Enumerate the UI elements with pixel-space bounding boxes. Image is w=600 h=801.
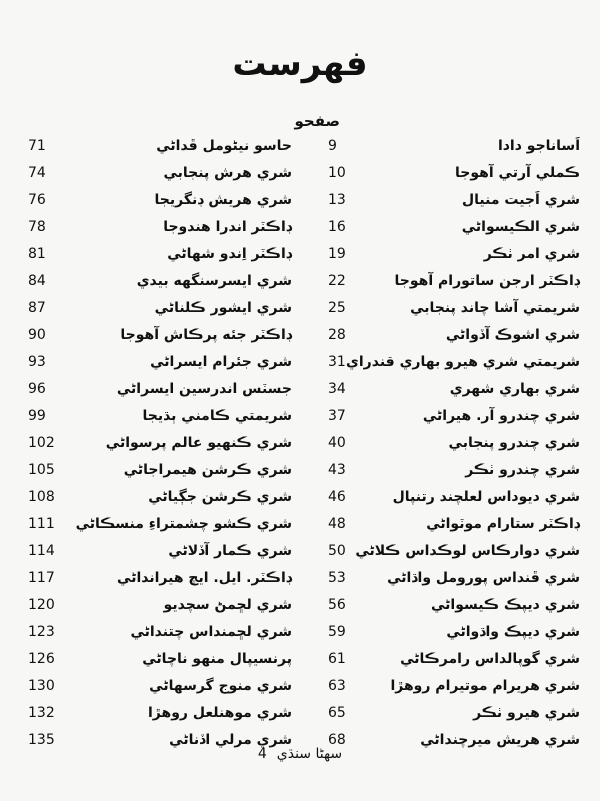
toc-entry[interactable]: [20, 138, 300, 165]
toc-entry-name: شري ڪنهيو عالم پرسواڻي: [105, 435, 292, 451]
toc-entry-name: شريمتي شري هيرو بهاري قندراي: [346, 354, 580, 370]
toc-entry-name: شري هريرام موتيرام روهڙا: [390, 678, 580, 694]
toc-entry-name: شري لڇمڻ سچديو: [163, 597, 292, 613]
toc-entry-page: 10: [328, 165, 346, 181]
page-title: فهرست: [232, 44, 368, 84]
toc-entry-page: 111: [28, 516, 55, 532]
toc-entry[interactable]: [20, 489, 300, 516]
toc-entry-name: شري ديپڪ واڌواڻي: [446, 624, 580, 640]
toc-entry[interactable]: [300, 570, 600, 597]
toc-entry-page: 59: [328, 624, 346, 640]
toc-entry-name: شري مرلي اڏناڻي: [169, 732, 292, 748]
toc-entry[interactable]: [20, 327, 300, 354]
toc-entry-name: شري ديوداس لعلچند رتنپال: [392, 489, 580, 505]
toc-entry-page: 34: [328, 381, 346, 397]
toc-entry-page: 78: [28, 219, 46, 235]
toc-entry-page: 71: [28, 138, 46, 154]
toc-entry[interactable]: [20, 246, 300, 273]
toc-entry-name: شري جئرام ايسراڻي: [150, 354, 292, 370]
toc-entry-page: 9: [328, 138, 337, 154]
toc-entry[interactable]: [300, 246, 600, 273]
toc-entry-page: 68: [328, 732, 346, 748]
toc-entry-page: 123: [28, 624, 55, 640]
toc-entry-name: شري ڪمار آڏلاڻي: [168, 543, 292, 559]
toc-entry-page: 87: [28, 300, 46, 316]
toc-entry-name: ڊاڪٽر ارجن ساتورام آهوجا: [394, 273, 580, 289]
toc-entry-page: 65: [328, 705, 346, 721]
toc-entry-name: شري لڇمنداس چتنداڻي: [130, 624, 292, 640]
toc-entry-page: 74: [28, 165, 46, 181]
toc-entry-name: شري الڪيسواڻي: [461, 219, 580, 235]
toc-entry-page: 22: [328, 273, 346, 289]
toc-entry-page: 19: [328, 246, 346, 262]
toc-entry-name: شري منوج گرسهاڻي: [149, 678, 292, 694]
toc-entry[interactable]: [20, 219, 300, 246]
toc-entry-page: 61: [328, 651, 346, 667]
toc-entry[interactable]: [20, 516, 300, 543]
toc-entry[interactable]: [20, 381, 300, 408]
toc-entry[interactable]: [300, 273, 600, 300]
pages-column-header: صفحو: [294, 112, 340, 130]
toc-entry-page: 46: [328, 489, 346, 505]
toc-entry[interactable]: [300, 543, 600, 570]
toc-entry[interactable]: [300, 300, 600, 327]
toc-entry[interactable]: [20, 165, 300, 192]
toc-entry[interactable]: [20, 300, 300, 327]
toc-entry[interactable]: [300, 165, 600, 192]
toc-entry[interactable]: [300, 435, 600, 462]
toc-entry-name: جسٽس اندرسين ايسراڻي: [116, 381, 292, 397]
toc-entry[interactable]: [20, 624, 300, 651]
toc-entry[interactable]: [300, 651, 600, 678]
toc-entry-page: 99: [28, 408, 46, 424]
toc-entry-name: شري چندرو ٺڪر: [465, 462, 580, 478]
toc-entry-name: ڪملي آرتي آهوجا: [455, 165, 580, 181]
toc-entry-page: 90: [28, 327, 46, 343]
footer-page-number: 4: [257, 746, 267, 762]
toc-entry[interactable]: [20, 462, 300, 489]
toc-entry-name: شري ڪشو چشمتراءِ منسڪاڻي: [75, 516, 292, 532]
toc-entry-page: 56: [328, 597, 346, 613]
toc-entry-page: 31: [328, 354, 346, 370]
toc-entry[interactable]: [300, 597, 600, 624]
toc-entry[interactable]: [20, 570, 300, 597]
toc-entry-page: 126: [28, 651, 55, 667]
toc-entry-name: اَساناجو دادا: [497, 138, 580, 154]
toc-entry-name: شري ايسرسنگهه بيدي: [136, 273, 292, 289]
toc-entry-page: 120: [28, 597, 55, 613]
toc-entry-name: شري امر ٺڪر: [483, 246, 580, 262]
toc-left-column: [20, 138, 300, 759]
toc-entry-page: 16: [328, 219, 346, 235]
toc-entry-name: شري چندرو پنجابي: [448, 435, 580, 451]
toc-entry-page: 132: [28, 705, 55, 721]
toc-entry-name: شري اَجيت منيال: [462, 192, 580, 208]
toc-entry[interactable]: [20, 705, 300, 732]
toc-entry-name: شري هريش ميرچنداڻي: [420, 732, 580, 748]
toc-entry-page: 105: [28, 462, 55, 478]
toc-entry[interactable]: [20, 435, 300, 462]
toc-entry-page: 76: [28, 192, 46, 208]
toc-entry-page: 40: [328, 435, 346, 451]
toc-entry-page: 28: [328, 327, 346, 343]
toc-entry-name: شري هيرو ٺڪر: [473, 705, 580, 721]
toc-entry[interactable]: [300, 624, 600, 651]
toc-entry-name: شري ڪرشن جڳياڻي: [148, 489, 292, 505]
toc-entry-page: 37: [328, 408, 346, 424]
toc-entry-name: شري ڦنداس پورومل واڌاڻي: [387, 570, 580, 586]
toc-entry-name: شري گوپالداس رامرڪاڻي: [400, 651, 580, 667]
toc-entry-name: شري اشوڪ آڏواڻي: [445, 327, 580, 343]
toc-entry-page: 84: [28, 273, 46, 289]
toc-entry-name: شري هريش ڊنگريجا: [154, 192, 292, 208]
toc-entry[interactable]: [20, 543, 300, 570]
toc-entry[interactable]: [300, 516, 600, 543]
toc-entry-name: ڊاڪٽر جئه پرڪاش آهوجا: [120, 327, 292, 343]
toc-entry-name: شريمتي ڪامني ٻڌيجا: [142, 408, 292, 424]
toc-entry-name: شري هرش پنجابي: [163, 165, 292, 181]
toc-entry-page: 50: [328, 543, 346, 559]
toc-entry-name: شري دوارڪاس لوڪداس ڪلاڻي: [355, 543, 580, 559]
toc-entry[interactable]: [300, 219, 600, 246]
toc-entry-page: 135: [28, 732, 55, 748]
toc-entry[interactable]: [300, 705, 600, 732]
toc-entry-name: شريمتي آشا چاند پنجابي: [410, 300, 580, 316]
toc-entry[interactable]: [300, 678, 600, 705]
toc-entry[interactable]: [300, 408, 600, 435]
toc-entry-name: ڊاڪٽر ستارام موٽواڻي: [426, 516, 580, 532]
toc-entry-name: ڊاڪٽر اندرا هندوجا: [163, 219, 292, 235]
toc-entry-page: 102: [28, 435, 55, 451]
toc-entry[interactable]: [300, 489, 600, 516]
toc-right-column: [300, 138, 600, 759]
toc-entry-page: 43: [328, 462, 346, 478]
toc-entry-page: 130: [28, 678, 55, 694]
toc-entry-page: 13: [328, 192, 346, 208]
toc-entry[interactable]: [20, 678, 300, 705]
toc-entry[interactable]: [20, 273, 300, 300]
toc-entry-name: حاسو نيڻومل ڦداڻي: [156, 138, 292, 154]
toc-entry-page: 96: [28, 381, 46, 397]
toc-entry-name: ڊاڪٽر اِندو شهاڻي: [167, 246, 292, 262]
toc-entry-page: 53: [328, 570, 346, 586]
toc-entry[interactable]: [300, 381, 600, 408]
footer-title: سهڻا سنڌي: [276, 746, 343, 762]
toc-entry-name: ڊاڪٽر. ايل. ايچ هيرانداڻي: [117, 570, 292, 586]
toc-entry-page: 108: [28, 489, 55, 505]
toc-entry[interactable]: [20, 192, 300, 219]
toc-entry[interactable]: [300, 327, 600, 354]
toc-entry-page: 117: [28, 570, 55, 586]
toc-entry-name: شري بهاري شهري: [449, 381, 580, 397]
toc-entry-page: 114: [28, 543, 55, 559]
toc-entry[interactable]: [300, 192, 600, 219]
toc-entry-name: شري ديپڪ ڪيسواڻي: [431, 597, 580, 613]
toc-entry-name: پرنسيپال منهو ناچاڻي: [142, 651, 292, 667]
page-footer: [0, 746, 600, 762]
toc-entry[interactable]: [300, 354, 600, 381]
toc-entry[interactable]: [20, 597, 300, 624]
toc-entry[interactable]: [20, 408, 300, 435]
toc-entry-name: شري موهنلعل روهڙا: [147, 705, 292, 721]
toc-entry-page: 93: [28, 354, 46, 370]
toc-entry[interactable]: [300, 138, 600, 165]
toc-entry-name: شري چندرو آر. هيراڻي: [422, 408, 580, 424]
toc-entry[interactable]: [20, 651, 300, 678]
toc-entry-page: 81: [28, 246, 46, 262]
toc-entry-name: شري ايشور ڪلناڻي: [154, 300, 292, 316]
toc-entry[interactable]: [20, 354, 300, 381]
toc-entry-page: 48: [328, 516, 346, 532]
toc-entry-page: 25: [328, 300, 346, 316]
toc-entry-page: 63: [328, 678, 346, 694]
toc-entry-name: شري ڪرشن هيمراجاڻي: [123, 462, 292, 478]
toc-entry[interactable]: [300, 462, 600, 489]
